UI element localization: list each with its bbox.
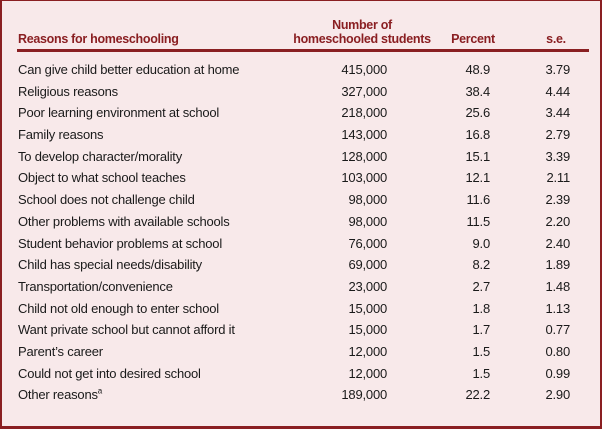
row-number: [287, 319, 387, 341]
row-reason-text: Child not old enough to enter school: [18, 300, 219, 316]
row-number: [287, 341, 387, 363]
row-se-text: 3.39: [545, 148, 570, 164]
table-row: [17, 102, 589, 124]
row-number: [287, 233, 387, 255]
row-percent-text: 12.1: [465, 170, 490, 186]
row-se: [537, 233, 570, 255]
row-reason-text: Can give child better education at home: [18, 62, 240, 77]
row-reason: [18, 254, 202, 276]
row-number-text: 103,000: [341, 170, 387, 186]
table-row: [17, 211, 589, 233]
row-reason-text: Other reasons: [18, 387, 98, 403]
row-number-text: 12,000: [348, 343, 387, 359]
row-number: [287, 146, 387, 168]
row-reason-text: Object to what school teaches: [18, 170, 186, 186]
row-percent-text: 9.0: [472, 235, 490, 251]
row-reason-text: To develop character/morality: [18, 148, 182, 164]
row-reason-text: Transportation/convenience: [18, 278, 173, 294]
row-se: [537, 319, 570, 341]
row-number: [287, 211, 387, 233]
row-percent-text: 8.2: [472, 257, 490, 273]
row-number-text: 128,000: [341, 148, 387, 164]
row-number-text: 76,000: [348, 235, 387, 251]
row-se: [537, 59, 570, 81]
table-row: [17, 384, 589, 406]
row-reason: [18, 363, 201, 385]
row-percent-text: 22.2: [465, 387, 490, 403]
row-reason: [18, 298, 219, 320]
row-percent-text: 16.8: [465, 127, 490, 143]
row-reason: [18, 276, 173, 298]
row-se-text: 2.90: [545, 387, 570, 403]
row-reason-text: Family reasons: [18, 127, 104, 143]
row-reason: [18, 59, 239, 81]
row-se: [537, 146, 570, 168]
row-percent-text: 1.5: [472, 365, 490, 381]
row-reason-text: Other problems with available schools: [18, 213, 230, 229]
row-se-text: 2.40: [545, 235, 570, 251]
row-se-text: 1.48: [545, 278, 570, 294]
row-se: [537, 189, 570, 211]
row-se-text: 3.79: [545, 62, 570, 77]
row-se-text: 4.44: [545, 83, 570, 99]
row-number: [287, 102, 387, 124]
row-se-text: 0.99: [545, 365, 570, 381]
row-percent: [443, 211, 490, 233]
header-number: [287, 18, 437, 46]
row-number-text: 15,000: [348, 322, 387, 338]
row-reason-text: Student behavior problems at school: [18, 235, 223, 251]
row-number-text: 143,000: [341, 127, 387, 143]
row-number-text: 327,000: [341, 83, 387, 99]
table-row: [17, 59, 589, 81]
row-reason: [18, 102, 219, 124]
table-row: [17, 276, 589, 298]
row-reason-text: School does not challenge child: [18, 192, 195, 208]
row-number: [287, 276, 387, 298]
row-se: [537, 211, 570, 233]
row-percent: [443, 167, 490, 189]
row-number-text: 12,000: [348, 365, 387, 381]
row-percent: [443, 319, 490, 341]
row-number-text: 218,000: [341, 105, 387, 121]
row-number-text: 15,000: [348, 300, 387, 316]
row-reason-text: Want private school but cannot afford it: [18, 322, 235, 338]
header-number-line1: Number of: [332, 18, 392, 32]
header-percent: Percent: [451, 32, 495, 46]
row-number: [287, 81, 387, 103]
row-reason: [18, 167, 186, 189]
row-percent: [443, 276, 490, 298]
row-reason-text: Poor learning environment at school: [18, 105, 220, 121]
row-number: [287, 59, 387, 81]
row-se: [537, 81, 570, 103]
row-percent-text: 38.4: [465, 83, 490, 99]
row-number-text: 69,000: [348, 257, 387, 273]
row-number: [287, 384, 387, 406]
row-reason: [18, 384, 102, 406]
row-se-text: 2.39: [545, 192, 570, 208]
row-reason: [18, 341, 103, 363]
row-reason: [18, 211, 230, 233]
row-number: [287, 298, 387, 320]
table-row: [17, 363, 589, 385]
row-number-text: 23,000: [348, 278, 387, 294]
row-percent-text: 11.6: [466, 192, 490, 208]
row-number-text: 415,000: [341, 62, 387, 77]
row-percent: [443, 233, 490, 255]
table-row: [17, 233, 589, 255]
row-se-text: 1.13: [545, 300, 570, 316]
row-se-text: 0.77: [545, 322, 570, 338]
row-number: [287, 189, 387, 211]
row-se-text: 0.80: [545, 343, 570, 359]
row-reason: [18, 189, 195, 211]
footnote-marker: a: [97, 386, 103, 396]
row-se: [537, 384, 570, 406]
row-number: [287, 363, 387, 385]
row-reason-text: Child has special needs/disability: [18, 257, 202, 273]
row-percent: [443, 59, 490, 81]
table-row: [17, 146, 589, 168]
row-percent: [443, 124, 490, 146]
row-percent: [443, 102, 490, 124]
row-se-text: 1.89: [545, 257, 570, 273]
row-percent: [443, 363, 490, 385]
row-number: [287, 254, 387, 276]
row-percent: [443, 254, 490, 276]
row-reason: [18, 319, 235, 341]
row-se-text: 2.11: [546, 170, 570, 186]
row-reason-text: Parent’s career: [18, 343, 103, 359]
table-row: [17, 341, 589, 363]
row-reason: [18, 146, 182, 168]
header-se: s.e.: [546, 32, 566, 46]
row-reason: [18, 124, 103, 146]
row-percent-text: 1.5: [472, 343, 490, 359]
row-se: [537, 363, 570, 385]
row-se: [537, 298, 570, 320]
row-percent-text: 1.8: [472, 300, 490, 316]
table-row: [17, 254, 589, 276]
row-se: [537, 102, 570, 124]
row-percent: [443, 146, 490, 168]
row-se: [537, 124, 570, 146]
row-se-text: 2.20: [545, 213, 570, 229]
table-row: [17, 81, 589, 103]
row-percent-text: 1.7: [472, 322, 490, 338]
row-number-text: 98,000: [348, 192, 387, 208]
row-number-text: 189,000: [341, 387, 387, 403]
row-percent-text: 25.6: [465, 105, 490, 121]
row-reason: [18, 81, 118, 103]
table-row: [17, 124, 589, 146]
row-se: [537, 254, 570, 276]
row-percent: [443, 189, 490, 211]
table-header: [17, 11, 589, 49]
header-rule: [17, 49, 589, 52]
row-percent: [443, 298, 490, 320]
row-se: [537, 276, 570, 298]
row-se: [537, 341, 570, 363]
row-reason-text: Religious reasons: [18, 83, 118, 99]
row-se-text: 3.44: [545, 105, 570, 121]
table-row: [17, 298, 589, 320]
row-number: [287, 124, 387, 146]
row-number-text: 98,000: [348, 213, 387, 229]
table-row: [17, 319, 589, 341]
row-percent: [443, 341, 490, 363]
row-percent-text: 11.5: [466, 213, 490, 229]
row-percent-text: 15.1: [465, 148, 490, 164]
row-percent-text: 48.9: [465, 62, 490, 77]
table-body: [17, 59, 589, 406]
row-percent: [443, 81, 490, 103]
row-reason: [18, 233, 222, 255]
row-se: [537, 167, 570, 189]
row-number: [287, 167, 387, 189]
table-row: [17, 189, 589, 211]
header-number-line2: homeschooled students: [293, 32, 431, 46]
header-reasons: Reasons for homeschooling: [18, 32, 179, 46]
table-row: [17, 167, 589, 189]
row-reason-text: Could not get into desired school: [18, 365, 201, 381]
row-percent-text: 2.7: [472, 278, 490, 294]
row-se-text: 2.79: [545, 127, 570, 143]
row-percent: [443, 384, 490, 406]
